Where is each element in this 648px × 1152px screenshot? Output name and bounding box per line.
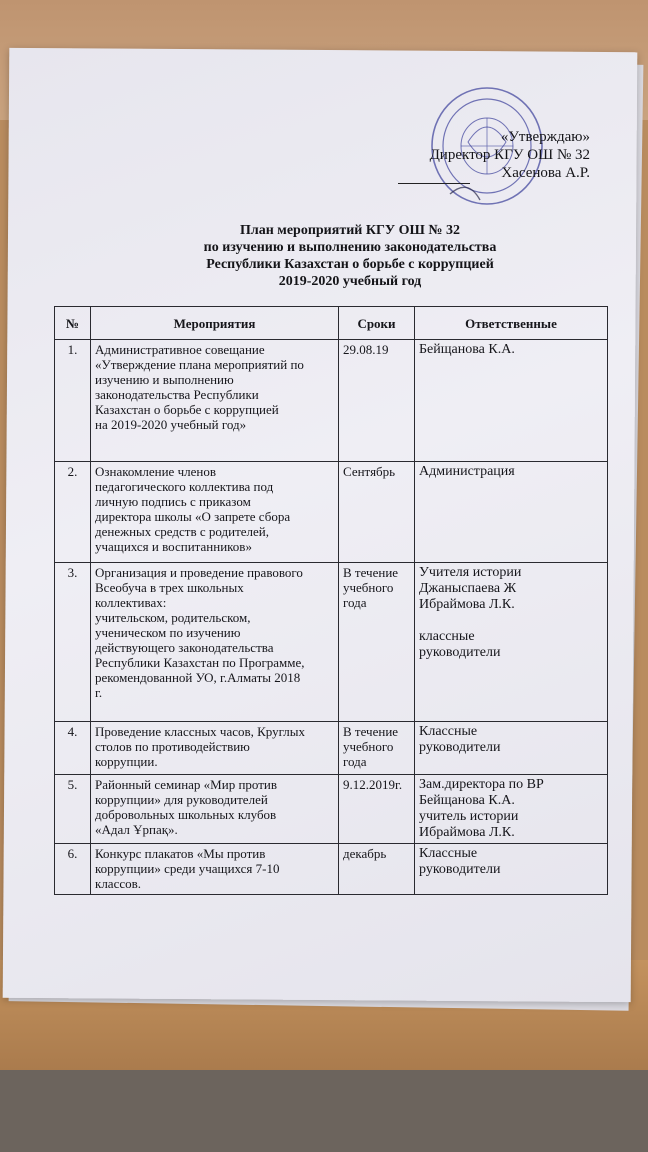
table-row [55,844,608,895]
dates-cell [339,462,415,563]
activity-cell-line: «Адал Ұрпақ». [95,822,178,837]
dates-cell-line: учебного [343,739,394,754]
dates-cell-line: учебного [343,580,394,595]
activity-cell-line: учительском, родительском, [95,610,251,625]
responsible-cell-line: Администрация [419,464,515,479]
responsible-cell-line: Учителя истории [419,565,522,580]
responsible-cell-line: Джаныспаева Ж [419,581,517,596]
activity-cell-line: Республики Казахстан по Программе, [95,655,305,670]
row-number: 5. [55,775,91,844]
activity-cell-line: Административное совещание [95,342,265,357]
title-line-1: План мероприятий КГУ ОШ № 32 [239,223,460,238]
table-row [55,340,608,462]
header-number: № [55,307,91,340]
activity-cell-line: коллективах: [95,595,167,610]
dates-cell-line: В течение [343,565,399,580]
activity-cell-line: коррупции. [95,754,158,769]
responsible-cell [415,462,608,563]
title-line-2: по изучению и выполнению законодательства [203,240,497,255]
signature-line [398,183,470,184]
activity-cell-line: ученическом по изучению [95,625,241,640]
events-table [54,306,608,895]
table-row [55,563,608,722]
title-line-3: Республики Казахстан о борьбе с коррупцией [206,257,494,272]
activity-cell-line: изучению и выполнению [95,372,234,387]
activity-cell-line: Ознакомление членов [95,464,216,479]
activity-cell-line: Всеобуча в трех школьных [95,580,244,595]
activity-cell-line: добровольных школьных клубов [95,807,277,822]
responsible-cell-line: Ибраймова Л.К. [419,597,515,612]
dates-cell-line: года [343,754,367,769]
responsible-cell [415,844,608,895]
responsible-cell-line: Классные [419,846,478,861]
dates-cell-line: В течение [343,724,399,739]
activity-cell-line: личную подпись с приказом [95,494,251,509]
activity-cell-line: классов. [95,876,142,891]
dates-cell-line: Сентябрь [343,464,396,479]
dates-cell-line: 9.12.2019г. [343,777,403,792]
dates-cell [339,775,415,844]
activity-cell [91,340,339,462]
activity-cell [91,462,339,563]
responsible-cell [415,340,608,462]
document-title [120,222,580,290]
activity-cell-line: «Утверждение плана мероприятий по [95,357,304,372]
activity-cell-line: на 2019-2020 учебный год» [95,417,247,432]
table-header-row [55,307,608,340]
approval-block [430,128,590,182]
activity-cell [91,775,339,844]
row-number: 4. [55,722,91,775]
activity-cell-line: действующего законодательства [95,640,274,655]
activity-cell-line: Казахстан о борьбе с коррупцией [95,402,279,417]
responsible-cell-line: учитель истории [419,809,519,824]
activity-cell-line: коррупции» для руководителей [95,792,268,807]
activity-cell [91,563,339,722]
header-activities: Мероприятия [91,307,339,340]
activity-cell-line: директора школы «О запрете сбора [95,509,291,524]
table-row [55,462,608,563]
activity-cell [91,844,339,895]
responsible-cell-line: руководители [419,645,501,660]
header-dates: Сроки [339,307,415,340]
responsible-cell-line: руководители [419,862,501,877]
row-number: 6. [55,844,91,895]
row-number: 1. [55,340,91,462]
activity-cell-line: Конкурс плакатов «Мы против [95,846,266,861]
row-number: 3. [55,563,91,722]
row-number: 2. [55,462,91,563]
activity-cell-line: г. [95,685,103,700]
responsible-cell-line: Бейщанова К.А. [419,793,515,808]
dates-cell [339,844,415,895]
activity-cell [91,722,339,775]
activity-cell-line: педагогического коллектива под [95,479,274,494]
activity-cell-line: Районный семинар «Мир против [95,777,277,792]
table-row [55,775,608,844]
activity-cell-line: Организация и проведение правового [95,565,303,580]
activity-cell-line: столов по противодействию [95,739,250,754]
dates-cell-line: декабрь [343,846,387,861]
dates-cell [339,340,415,462]
dates-cell [339,722,415,775]
dates-cell-line: года [343,595,367,610]
dates-cell [339,563,415,722]
activity-cell-line: учащихся и воспитанников» [95,539,252,554]
responsible-cell-line: руководители [419,740,501,755]
responsible-cell [415,563,608,722]
responsible-cell-line: классные [419,629,475,644]
approval-name: Хасенова А.Р. [501,165,590,181]
activity-cell-line: рекомендованной УО, г.Алматы 2018 [95,670,301,685]
responsible-cell-line: Ибраймова Л.К. [419,825,515,840]
responsible-cell-line: Бейщанова К.А. [419,342,515,357]
responsible-cell-line: Классные [419,724,478,739]
approval-heading: «Утверждаю» [500,129,590,145]
approval-position: Директор КГУ ОШ № 32 [429,147,590,163]
responsible-cell-line: Зам.директора по ВР [419,777,544,792]
title-line-4: 2019-2020 учебный год [278,274,422,289]
responsible-cell-line [419,613,603,629]
activity-cell-line: денежных средств с родителей, [95,524,269,539]
table-row [55,722,608,775]
responsible-cell [415,775,608,844]
dates-cell-line: 29.08.19 [343,342,389,357]
activity-cell-line: Проведение классных часов, Круглых [95,724,306,739]
header-responsible: Ответственные [415,307,608,340]
activity-cell-line: коррупции» среди учащихся 7-10 [95,861,280,876]
background-floor [0,1070,648,1152]
responsible-cell [415,722,608,775]
activity-cell-line: законодательства Республики [95,387,259,402]
